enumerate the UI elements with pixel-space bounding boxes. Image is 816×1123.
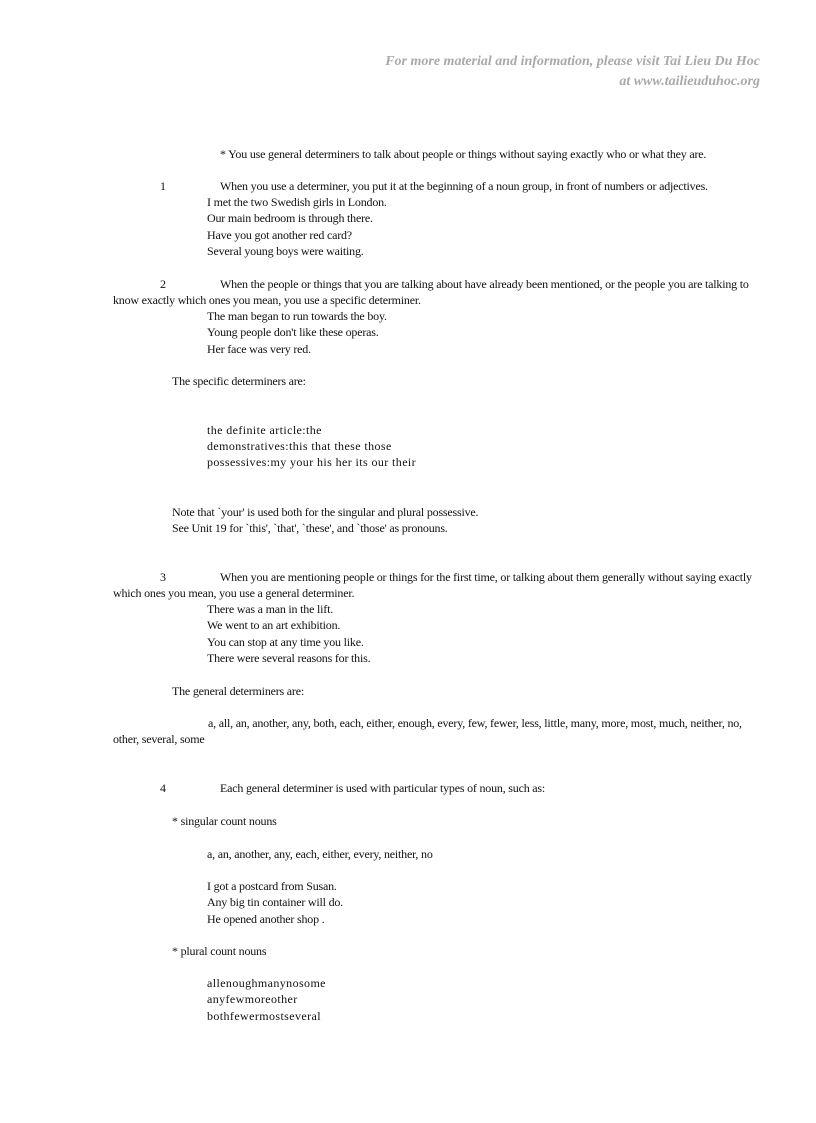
example-line: I met the two Swedish girls in London. <box>207 195 387 209</box>
determiner-list-item: the definite article:the <box>207 423 322 437</box>
example-line: Our main bedroom is through there. <box>207 211 373 225</box>
example-line: Her face was very red. <box>207 342 311 356</box>
header-line-1: For more material and information, please visit Tai Lieu Du Hoc <box>385 54 760 69</box>
example-line: There was a man in the lift. <box>207 602 334 616</box>
section-3-number: 3 <box>160 570 166 584</box>
plural-determiner-row: allenoughmanynosome <box>207 976 326 990</box>
determiner-list-item: demonstratives:this that these those <box>207 439 392 453</box>
example-line: Young people don't like these operas. <box>207 325 379 339</box>
plural-count-heading: * plural count nouns <box>172 944 267 958</box>
example-line: Several young boys were waiting. <box>207 244 364 258</box>
header-line-2: at www.tailieuduhoc.org <box>619 74 760 89</box>
specific-determiners-heading: The specific determiners are: <box>172 374 306 388</box>
example-line: Have you got another red card? <box>207 228 352 242</box>
section-2-text: When the people or things that you are talking about have already been mentioned, or the people you are talking to know exactly which ones you mean, you use a specific determiner. <box>113 277 749 307</box>
singular-count-heading: * singular count nouns <box>172 814 277 828</box>
example-line: The man began to run towards the boy. <box>207 309 387 323</box>
determiner-list-item: possessives:my your his her its our their <box>207 455 417 469</box>
general-determiners-list: a, all, an, another, any, both, each, either, enough, every, few, fewer, less, little, many, more, most, much, neither, no, other, several, some <box>113 716 742 746</box>
example-line: We went to an art exhibition. <box>207 618 341 632</box>
example-line: He opened another shop . <box>207 912 325 926</box>
section-2-number: 2 <box>160 277 166 291</box>
example-line: I got a postcard from Susan. <box>207 879 337 893</box>
example-line: Any big tin container will do. <box>207 895 343 909</box>
section-1-number: 1 <box>160 179 166 193</box>
section-3-text: When you are mentioning people or things for the first time, or talking about them generally without saying exactly which ones you mean, you use a general determiner. <box>113 570 752 600</box>
note-line: Note that `your' is used both for the singular and plural possessive. <box>172 505 479 519</box>
plural-determiner-row: anyfewmoreother <box>207 992 298 1006</box>
intro-line: * You use general determiners to talk about people or things without saying exactly who or what they are. <box>220 147 707 161</box>
section-4-text: Each general determiner is used with particular types of noun, such as: <box>220 781 546 795</box>
section-1-text: When you use a determiner, you put it at the beginning of a noun group, in front of numbers or adjectives. <box>220 179 708 193</box>
general-determiners-heading: The general determiners are: <box>172 684 304 698</box>
singular-determiner-list: a, an, another, any, each, either, every, neither, no <box>207 847 433 861</box>
section-4-number: 4 <box>160 781 166 795</box>
plural-determiner-row: bothfewermostseveral <box>207 1009 321 1023</box>
example-line: You can stop at any time you like. <box>207 635 364 649</box>
note-line: See Unit 19 for `this', `that', `these', and `those' as pronouns. <box>172 521 448 535</box>
page-header <box>385 52 760 92</box>
example-line: There were several reasons for this. <box>207 651 371 665</box>
